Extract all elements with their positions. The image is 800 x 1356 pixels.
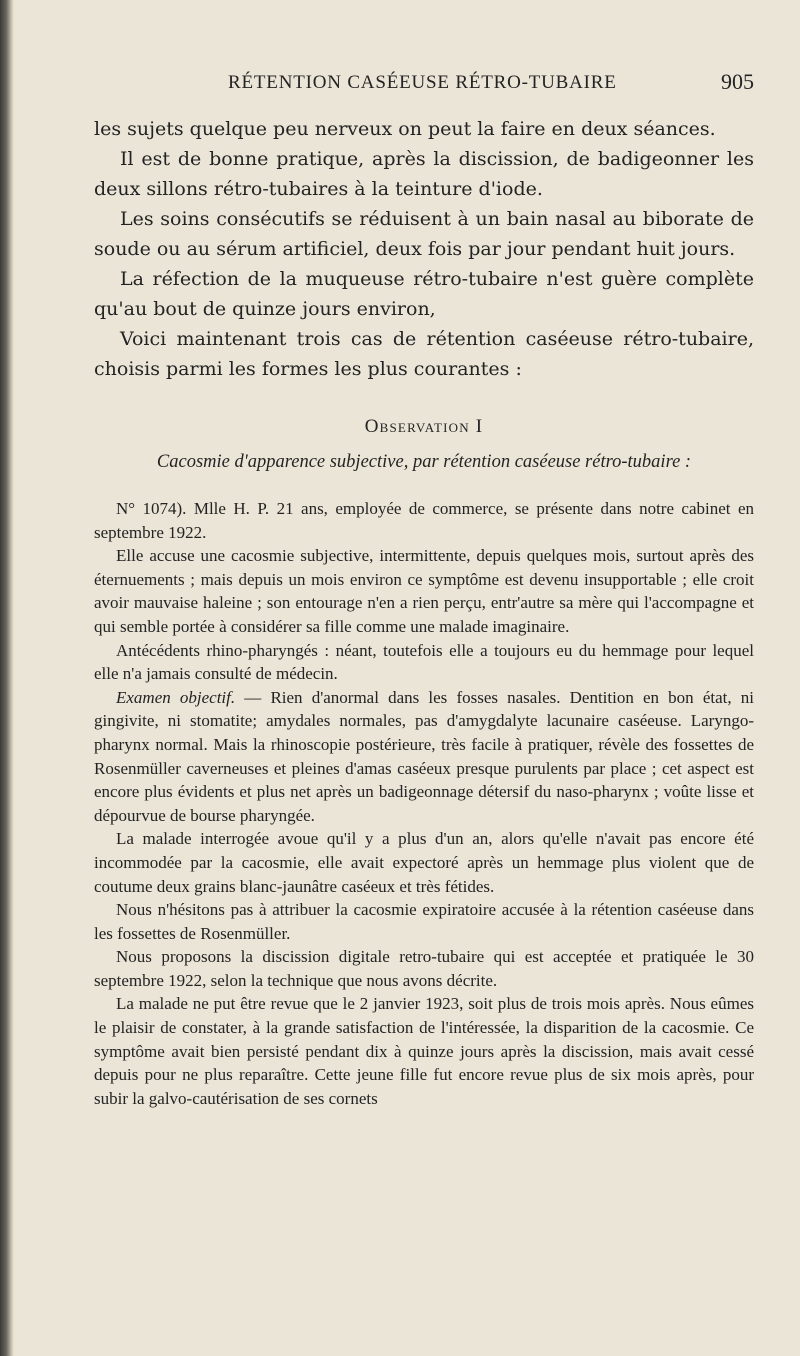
intro-paragraph: Il est de bonne pratique, après la discission, de badigeonner les deux sillons rétro-tubaires à la teinture d'iode. [94,148,754,200]
book-page [94,64,754,1110]
observation-subtitle: Cacosmie d'apparence subjective, par rétention caséeuse rétro-tubaire : [156,452,692,472]
page-binding-shadow [0,0,14,1356]
case-paragraph-exam: Examen objectif. — Rien d'anormal dans les fosses nasales. Dentition en bon état, ni gingivite, ni stomatite; amydales normales, pas d'amygdalyte lacunaire caséeuse. Laryngo-pharynx normal. Mais la rhinoscopie postérieure, très facile à pratiquer, révèle des fossettes de Rosenmüller caverneuses et pleines d'amas caséeux presque purulents par place ; cet aspect est encore plus évidents et plus net après un badigeonnage détersif du naso-pharynx ; voûte lisse et dépourvue de bourse pharyngée. [94,687,754,825]
exam-text: Rien d'anormal dans les fosses nasales. Dentition en bon état, ni gingivite, ni stomatite; amydales normales, pas d'amygdalyte lacunaire caséeuse. Laryngo-pharynx normal. Mais la rhinoscopie postérieure, très facile à pratiquer, révèle des fossettes de Rosenmüller caverneuses et pleines d'amas caséeux presque purulents par place ; cet aspect est encore plus évidents et plus net après un badigeonnage détersif du naso-pharynx ; voûte lisse et dépourvue de bourse pharyngée. [94,687,754,825]
case-paragraph: Elle accuse une cacosmie subjective, intermittente, depuis quelques mois, surtout après des éternuements ; mais depuis un mois environ ce symptôme est devenu insupportable ; elle croit avoir mauvaise haleine ; son entourage n'en a rien perçu, entr'autre sa mère qui l'accompagne et qui semble portée à considérer sa fille comme une malade imaginaire. [94,546,754,636]
observation-heading: Observation I [364,416,484,437]
exam-label: Examen objectif. [116,687,236,707]
intro-paragraph: les sujets quelque peu nerveux on peut la faire en deux séances. [94,118,716,140]
intro-text [94,114,754,384]
running-header [94,64,754,104]
case-paragraph: La malade interrogée avoue qu'il y a plus d'un an, alors qu'elle n'avait pas encore été incommodée par la cacosmie, elle avait expectoré après un hemmage plus violent que de coutume deux grains blanc-jaunâtre caséeux et très fétides. [94,829,754,896]
case-paragraph: Antécédents rhino-pharyngés : néant, toutefois elle a toujours eu du hemmage pour lequel elle n'a jamais consulté de médecin. [94,640,754,684]
page-number: 905 [721,69,754,94]
intro-paragraph: Les soins consécutifs se réduisent à un bain nasal au biborate de soude ou au sérum artificiel, deux fois par jour pendant huit jours. [94,208,754,260]
running-title: RÉTENTION CASÉEUSE RÉTRO-TUBAIRE [228,72,617,93]
observation-body [94,497,754,1110]
case-paragraph: La malade ne put être revue que le 2 janvier 1923, soit plus de trois mois après. Nous eûmes le plaisir de constater, à la grande satisfaction de l'intéressée, la disparition de la cacosmie. Ce symptôme avait bien persisté pendant dix à quinze jours après la discission, mais avait cessé depuis pour ne plus reparaître. Cette jeune fille fut encore revue plus de six mois après, pour subir la galvo-cautérisation de ses cornets [94,994,754,1108]
case-paragraph: Nous n'hésitons pas à attribuer la cacosmie expiratoire accusée à la rétention caséeuse dans les fossettes de Rosenmüller. [94,900,754,943]
case-paragraph: Nous proposons la discission digitale retro-tubaire qui est acceptée et pratiquée le 30 septembre 1922, selon la technique que nous avons décrite. [94,947,754,990]
intro-paragraph: Voici maintenant trois cas de rétention caséeuse rétro-tubaire, choisis parmi les formes les plus courantes : [94,328,754,380]
case-paragraph: N° 1074). Mlle H. P. 21 ans, employée de commerce, se présente dans notre cabinet en septembre 1922. [94,499,754,542]
intro-paragraph: La réfection de la muqueuse rétro-tubaire n'est guère complète qu'au bout de quinze jours environ, [94,268,754,320]
